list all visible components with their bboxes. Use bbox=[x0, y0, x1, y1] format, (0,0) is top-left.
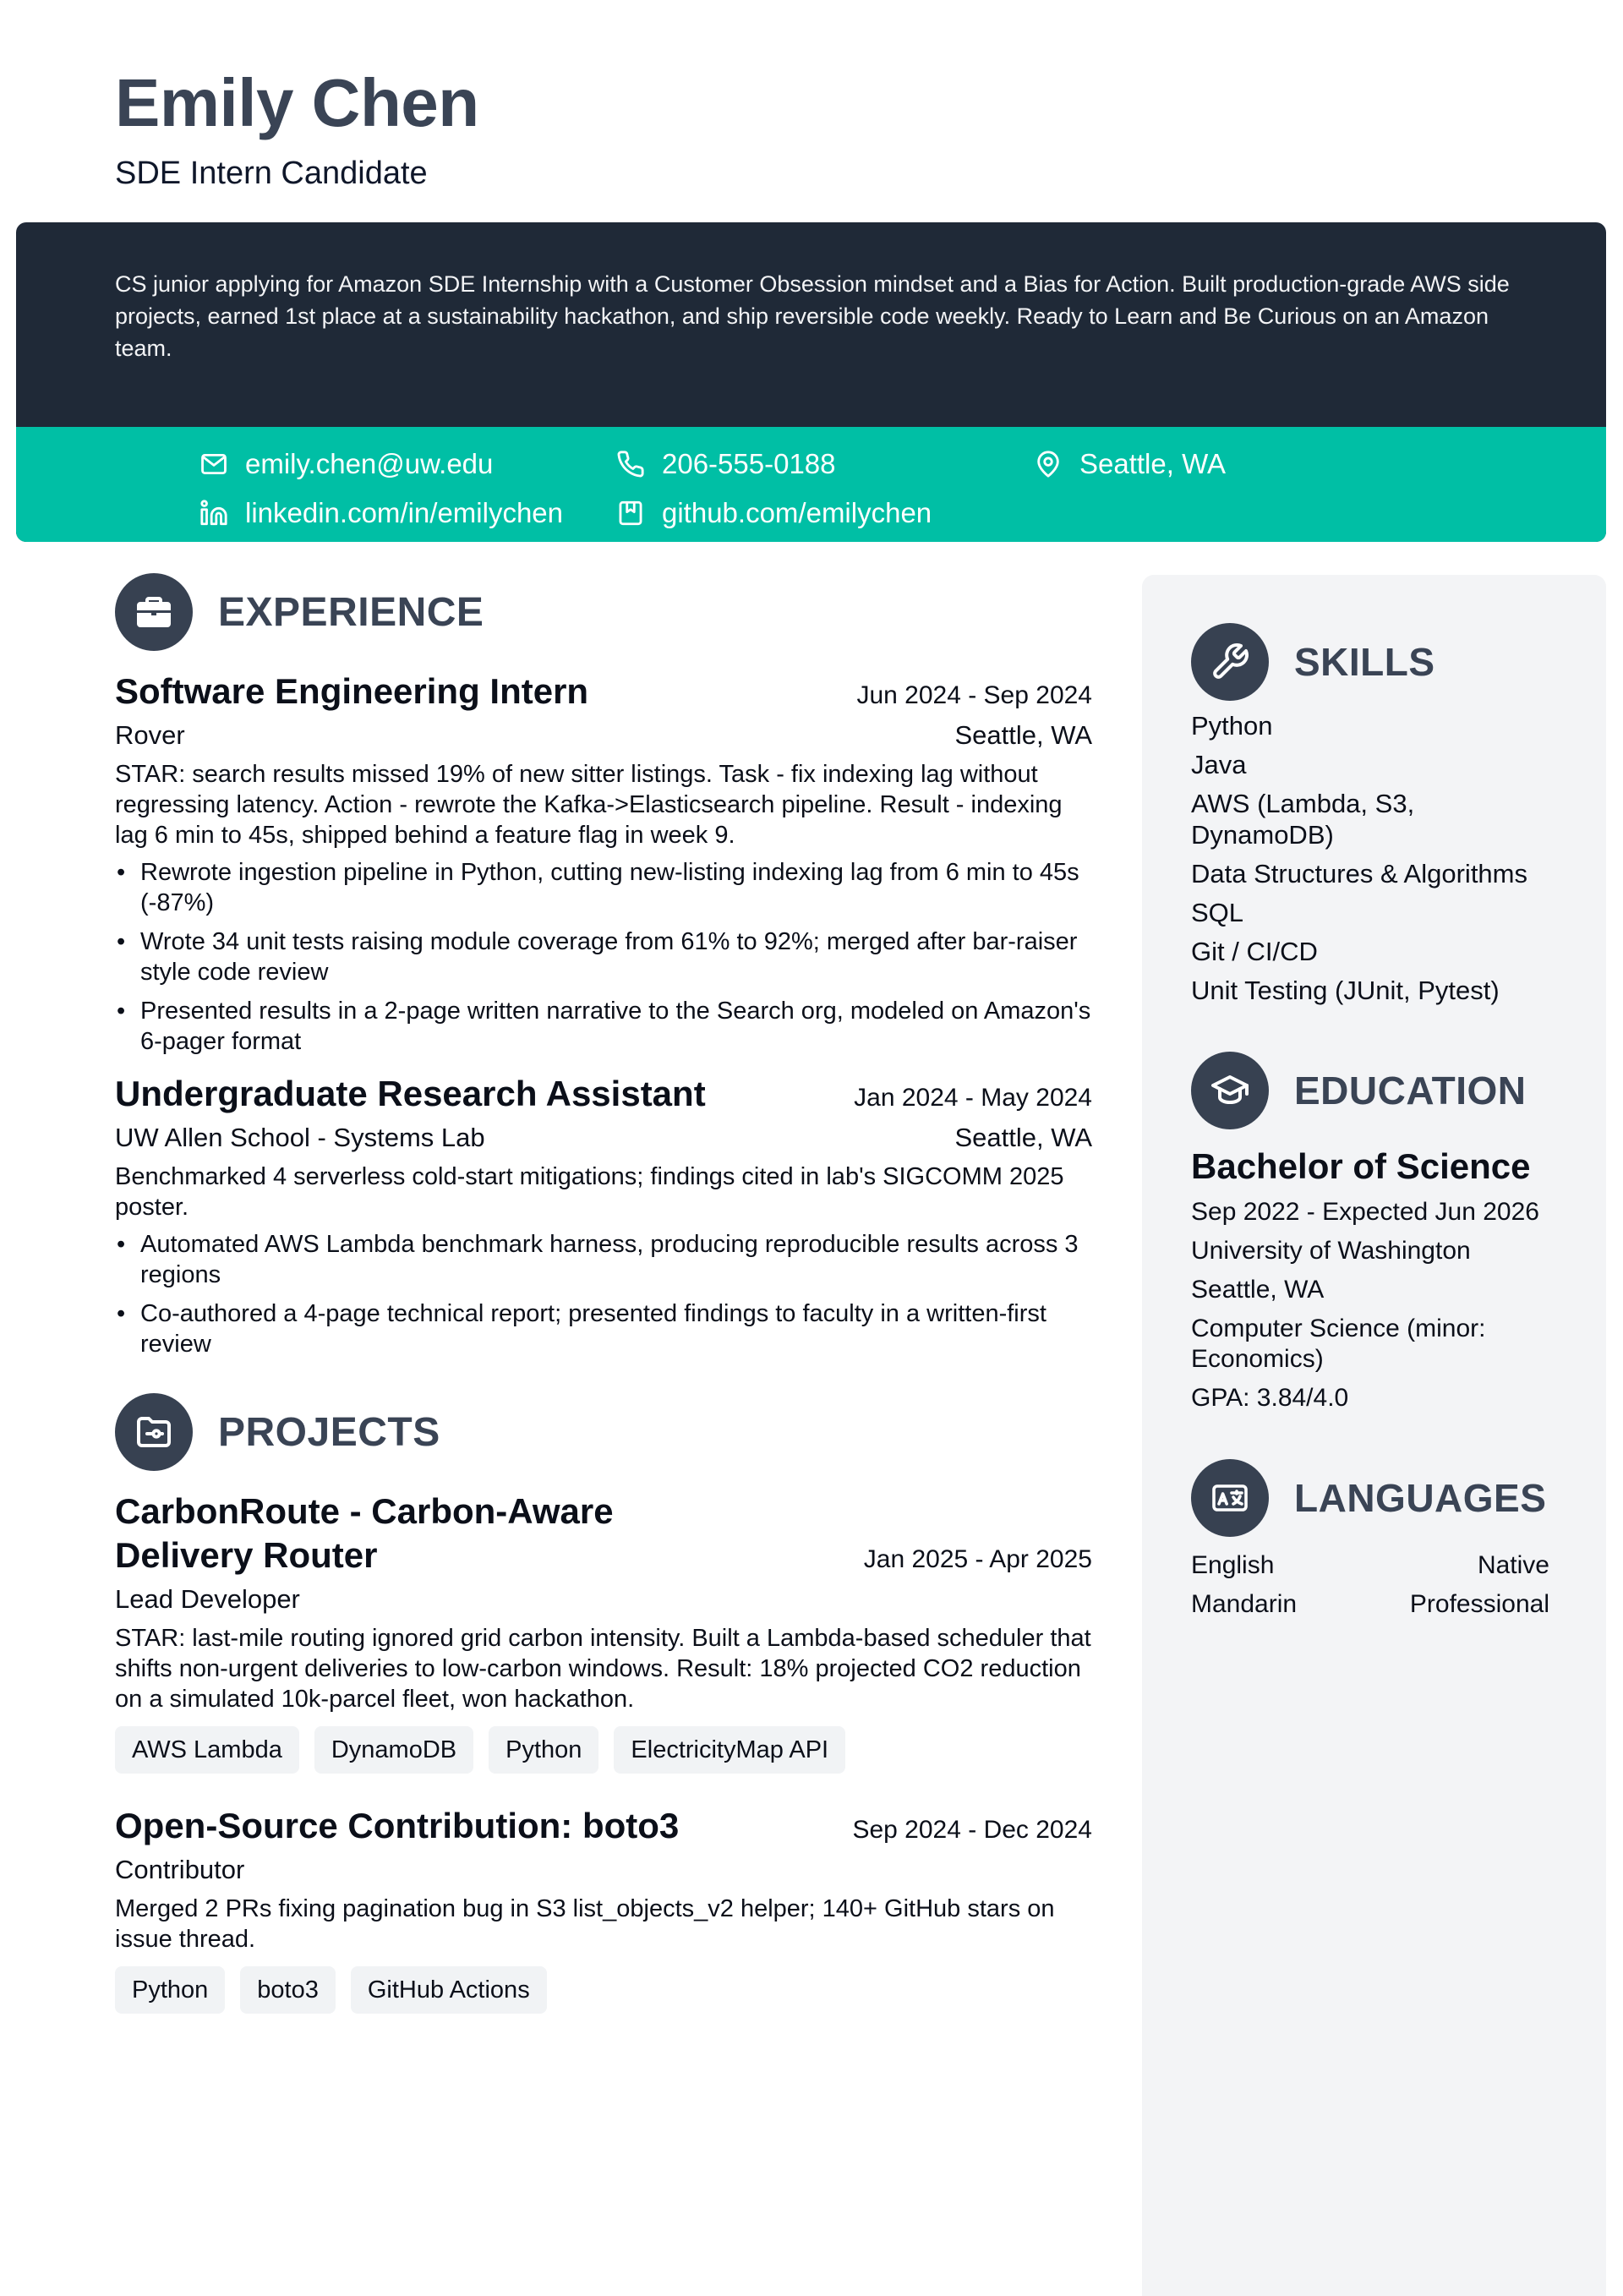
skill-item: Unit Testing (JUnit, Pytest) bbox=[1191, 976, 1500, 1005]
project-name: Open-Source Contribution: boto3 bbox=[115, 1806, 680, 1845]
tech-tag: Python bbox=[115, 1966, 225, 2014]
project-tags bbox=[115, 1726, 1092, 1774]
contact-github-text: github.com/emilychen bbox=[662, 497, 932, 528]
skill-item: AWS (Lambda, S3, DynamoDB) bbox=[1191, 789, 1415, 850]
job-location: Seattle, WA bbox=[954, 1123, 1092, 1152]
skills-section-header bbox=[1191, 621, 1563, 702]
project-role: Contributor bbox=[115, 1855, 245, 1884]
language-level: Native bbox=[1477, 1551, 1549, 1579]
education-dates: Sep 2022 - Expected Jun 2026 bbox=[1191, 1198, 1539, 1226]
tech-tag: Python bbox=[489, 1726, 598, 1774]
projects-section-header bbox=[115, 1391, 1092, 1473]
experience-section-header bbox=[115, 571, 1092, 653]
mail-icon bbox=[199, 450, 228, 478]
project-dates: Sep 2024 - Dec 2024 bbox=[852, 1816, 1092, 1844]
phone-icon bbox=[616, 450, 645, 478]
tech-tag: ElectricityMap API bbox=[614, 1726, 845, 1774]
tech-tag: boto3 bbox=[240, 1966, 336, 2014]
project-tags bbox=[115, 1966, 1092, 2014]
job-bullet: • Co-authored a 4-page technical report; presented findings to faculty in a written-first review bbox=[115, 1298, 1092, 1359]
project-name: CarbonRoute - Carbon-Aware Delivery Router bbox=[115, 1491, 614, 1575]
language-name: English bbox=[1191, 1551, 1275, 1579]
tech-tag: AWS Lambda bbox=[115, 1726, 299, 1774]
main-column bbox=[115, 571, 1092, 2014]
education-location: Seattle, WA bbox=[1191, 1276, 1325, 1304]
contact-linkedin[interactable] bbox=[199, 492, 563, 534]
education-gpa: GPA: 3.84/4.0 bbox=[1191, 1384, 1349, 1412]
project-entry bbox=[115, 1490, 1092, 1774]
summary-banner bbox=[16, 222, 1606, 542]
project-summary: STAR: last-mile routing ignored grid carbon intensity. Built a Lambda-based scheduler that shifts non-urgent deliveries to low-carbon windows. Result: 18% projected CO2 reduction on a simulated 10k-parcel fleet, won hackathon. bbox=[115, 1625, 1091, 1713]
contact-phone[interactable] bbox=[616, 443, 836, 485]
tech-tag: DynamoDB bbox=[314, 1726, 473, 1774]
map-pin-icon bbox=[1034, 450, 1063, 478]
sidebar bbox=[1142, 575, 1606, 2296]
language-row bbox=[1191, 1589, 1563, 1620]
language-row bbox=[1191, 1550, 1563, 1581]
briefcase-icon bbox=[115, 573, 193, 651]
education-title: EDUCATION bbox=[1294, 1069, 1527, 1112]
contact-github[interactable] bbox=[616, 492, 932, 534]
project-entry bbox=[115, 1804, 1092, 2014]
contact-phone-text: 206-555-0188 bbox=[662, 448, 836, 479]
contact-email-text: emily.chen@uw.edu bbox=[245, 448, 494, 479]
bookmark-icon bbox=[616, 499, 645, 528]
job-bullet: • Wrote 34 unit tests raising module coverage from 61% to 92%; merged after bar-raiser style code review bbox=[115, 927, 1092, 987]
candidate-name: Emily Chen bbox=[115, 65, 479, 140]
education-school: University of Washington bbox=[1191, 1237, 1471, 1265]
job-bullet: • Rewrote ingestion pipeline in Python, cutting new-listing indexing lag from 6 min to 45s (-87%) bbox=[115, 857, 1092, 918]
tech-tag: GitHub Actions bbox=[351, 1966, 547, 2014]
languages-list bbox=[1191, 1550, 1563, 1620]
folder-icon bbox=[115, 1393, 193, 1471]
project-role: Lead Developer bbox=[115, 1584, 300, 1614]
job-summary: STAR: search results missed 19% of new sitter listings. Task - fix indexing lag without regressing latency. Action - rewrote the Kafka->Elasticsearch pipeline. Result - indexing lag 6 min to 45s, shipped behind a feature flag in week 9. bbox=[115, 761, 1063, 849]
experience-entry bbox=[115, 670, 1092, 1057]
contact-location bbox=[1034, 443, 1226, 485]
job-dates: Jan 2024 - May 2024 bbox=[854, 1084, 1092, 1112]
project-summary: Merged 2 PRs fixing pagination bug in S3 list_objects_v2 helper; 140+ GitHub stars on issue thread. bbox=[115, 1895, 1055, 1953]
language-level: Professional bbox=[1409, 1590, 1549, 1618]
job-dates: Jun 2024 - Sep 2024 bbox=[856, 681, 1092, 709]
skill-item: Git / CI/CD bbox=[1191, 937, 1318, 966]
project-dates: Jan 2025 - Apr 2025 bbox=[863, 1545, 1092, 1573]
languages-title: LANGUAGES bbox=[1294, 1476, 1547, 1520]
contact-email[interactable] bbox=[199, 443, 493, 485]
skill-item: SQL bbox=[1191, 898, 1244, 927]
job-role: Undergraduate Research Assistant bbox=[115, 1074, 706, 1113]
education-major: Computer Science (minor: Economics) bbox=[1191, 1315, 1486, 1373]
job-bullet: • Automated AWS Lambda benchmark harness, producing reproducible results across 3 regions bbox=[115, 1229, 1092, 1290]
job-bullets bbox=[115, 857, 1092, 1057]
contact-linkedin-text: linkedin.com/in/emilychen bbox=[245, 497, 564, 528]
job-role: Software Engineering Intern bbox=[115, 671, 589, 711]
contact-bar bbox=[16, 427, 1606, 542]
education-degree: Bachelor of Science bbox=[1191, 1146, 1531, 1186]
education-section-header bbox=[1191, 1050, 1563, 1131]
candidate-subtitle: SDE Intern Candidate bbox=[115, 156, 428, 191]
job-org: Rover bbox=[115, 720, 185, 750]
skill-item: Data Structures & Algorithms bbox=[1191, 859, 1527, 888]
languages-section-header bbox=[1191, 1457, 1563, 1539]
skill-item: Java bbox=[1191, 750, 1247, 779]
linkedin-icon bbox=[199, 499, 228, 528]
resume-header bbox=[115, 61, 479, 193]
experience-entry bbox=[115, 1072, 1092, 1359]
contact-location-text: Seattle, WA bbox=[1079, 448, 1227, 479]
skills-list bbox=[1191, 710, 1563, 1006]
skills-title: SKILLS bbox=[1294, 640, 1435, 684]
job-org: UW Allen School - Systems Lab bbox=[115, 1123, 485, 1152]
experience-title: EXPERIENCE bbox=[218, 589, 484, 635]
projects-title: PROJECTS bbox=[218, 1409, 440, 1455]
summary-text: CS junior applying for Amazon SDE Internship with a Customer Obsession mindset and a Bias for Action. Built production-grade AWS side projects, earned 1st place at a sustainability hackathon, and ship reversible code weekly. Ready to Learn and Be Curious on an Amazon team. bbox=[115, 271, 1510, 361]
job-summary: Benchmarked 4 serverless cold-start mitigations; findings cited in lab's SIGCOMM 2025 poster. bbox=[115, 1163, 1064, 1221]
job-bullets bbox=[115, 1229, 1092, 1359]
skill-item: Python bbox=[1191, 711, 1273, 741]
job-location: Seattle, WA bbox=[954, 720, 1092, 750]
language-name: Mandarin bbox=[1191, 1590, 1298, 1618]
job-bullet: • Presented results in a 2-page written narrative to the Search org, modeled on Amazon's 6-pager format bbox=[115, 996, 1092, 1057]
graduation-cap-icon bbox=[1191, 1052, 1269, 1129]
translate-icon bbox=[1191, 1459, 1269, 1537]
wrench-icon bbox=[1191, 623, 1269, 701]
